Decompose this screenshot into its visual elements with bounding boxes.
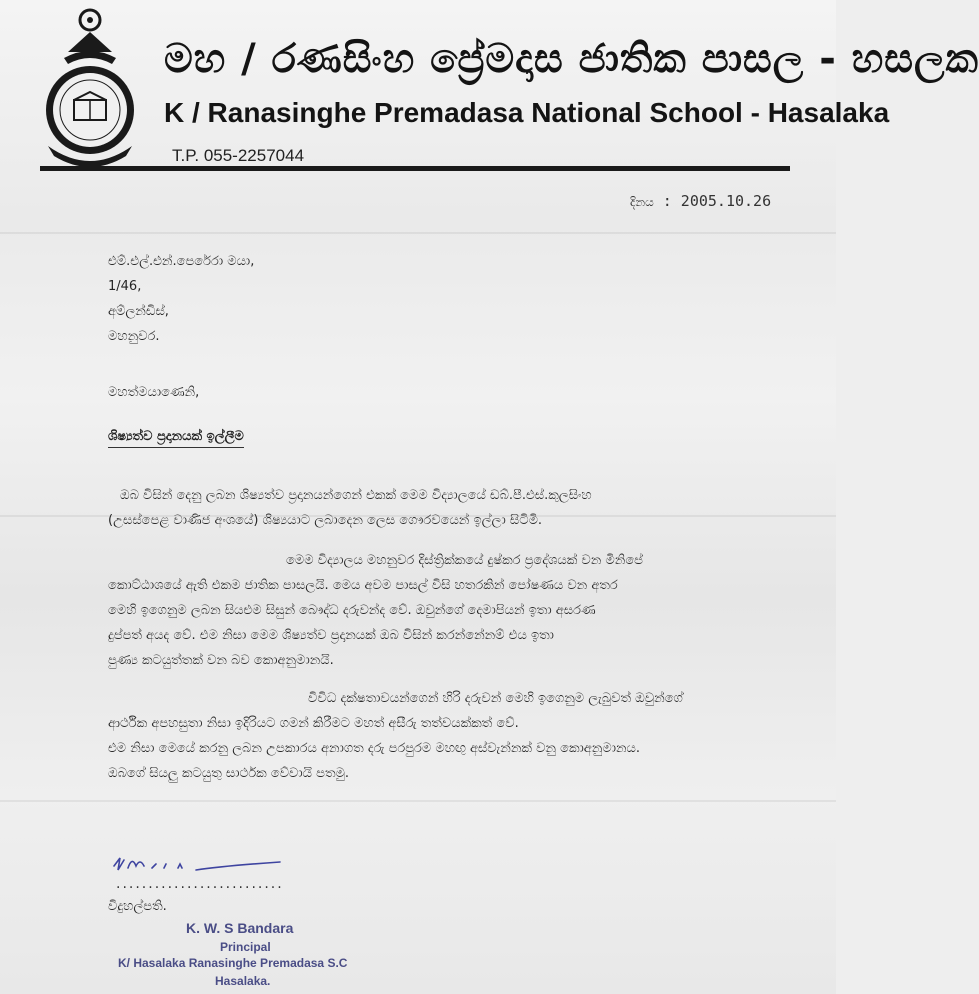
date-dots: : xyxy=(662,192,672,210)
body-line: කොට්ඨාශයේ ඇති එකම ජාතික පාසලයි. මෙය අවම පාසල් විසි හතරකින් පෝෂණය වන අතර xyxy=(108,578,618,593)
date-value: 2005.10.26 xyxy=(680,192,772,210)
body-line: ආර්ථික අපහසුතා නිසා ඉදිරියට ගමන් කිරීමට මහත් අසීරු තත්වයක්කත් වේ. xyxy=(108,716,519,731)
body-line: මෙම විද්‍යාලය මහනුවර දිස්ත්‍රික්කයේ දුෂ්කර ප්‍රදේශයක් වන මිනිපේ xyxy=(286,553,643,568)
paper-fold xyxy=(0,800,836,802)
closing-title: විදුහල්පති. xyxy=(108,899,167,914)
body-line: (උසස්පෙළ වාණිජ අංශයේ) ශිෂ්‍යයාට ලබාදෙන ලෙස ගෞරවයෙන් ඉල්ලා සිටිමි. xyxy=(108,513,543,528)
school-name-sinhala: මහ / රණසිංහ ප්‍රේමදාස ජාතික පාසල - හසලක xyxy=(164,36,979,82)
stamp-role: Principal xyxy=(220,940,271,954)
body-line: දුප්පත් අයද වේ. එම නිසා මෙම ශිෂ්‍යත්ව ප්‍රදානයක් ඔබ විසින් කරන්නේනම් එය ඉතා xyxy=(108,628,554,643)
body-line: ඔබගේ සියලු කටයුතු සාර්ථක වේවායි පතමු. xyxy=(108,766,349,781)
body-line: එම නිසා මෙයේ කරනු ලබන උපකාරය අනාගත දරු පරපුරම මහඟු අස්වැන්නක් වනු කොඅනුමානය. xyxy=(108,741,641,756)
salutation: මහත්මයාණෙනි, xyxy=(108,385,200,400)
school-phone: T.P. 055-2257044 xyxy=(172,146,305,165)
body-line: මෙහි ඉගෙනුම ලබන සියළුම සිසුන් බෞද්ධ දරුවන්ද වේ. ඔවුන්ගේ දෙමාපියන් ඉතා අසරණ xyxy=(108,603,596,618)
school-crest-icon xyxy=(40,6,140,168)
recipient-line: අම්ලන්ඩිස්, xyxy=(108,304,169,319)
stamp-name: K. W. S Bandara xyxy=(186,920,294,936)
recipient-line: එම්.එල්.එන්.පෙරේරා මයා, xyxy=(108,254,255,269)
date-label: දිනය xyxy=(630,195,654,209)
letter-subject: ශිෂ්‍යත්ව ප්‍රදානයක් ඉල්ලීම xyxy=(108,429,244,448)
body-line: පුණ්‍ය කටයුත්තක් වන බව කොඅනුමානයි. xyxy=(108,653,334,668)
signature-dots: .......................... xyxy=(116,876,284,892)
letterhead-divider xyxy=(40,166,790,171)
stamp-school: K/ Hasalaka Ranasinghe Premadasa S.C xyxy=(118,956,348,970)
recipient-line: 1/46, xyxy=(108,279,142,294)
body-line: විවිධ දක්ෂතාවයන්ගෙන් හිරි දරුවන් මෙහි ඉගෙනුම ලැබුවත් ඔවුන්ගේ xyxy=(308,691,683,706)
body-line: ඔබ විසින් දෙනු ලබන ශිෂ්‍යත්ව ප්‍රදානයන්ගෙන් එකක් මෙම විද්‍යාලයේ ඩබ්.පී.එස්.කුලසිංහ xyxy=(120,488,592,503)
recipient-line: මහනුවර. xyxy=(108,329,160,344)
school-name-english: K / Ranasinghe Premadasa National School - Hasalaka xyxy=(164,97,890,128)
stamp-town: Hasalaka. xyxy=(215,974,271,988)
paper-fold xyxy=(0,232,836,234)
letter-date xyxy=(630,192,771,210)
